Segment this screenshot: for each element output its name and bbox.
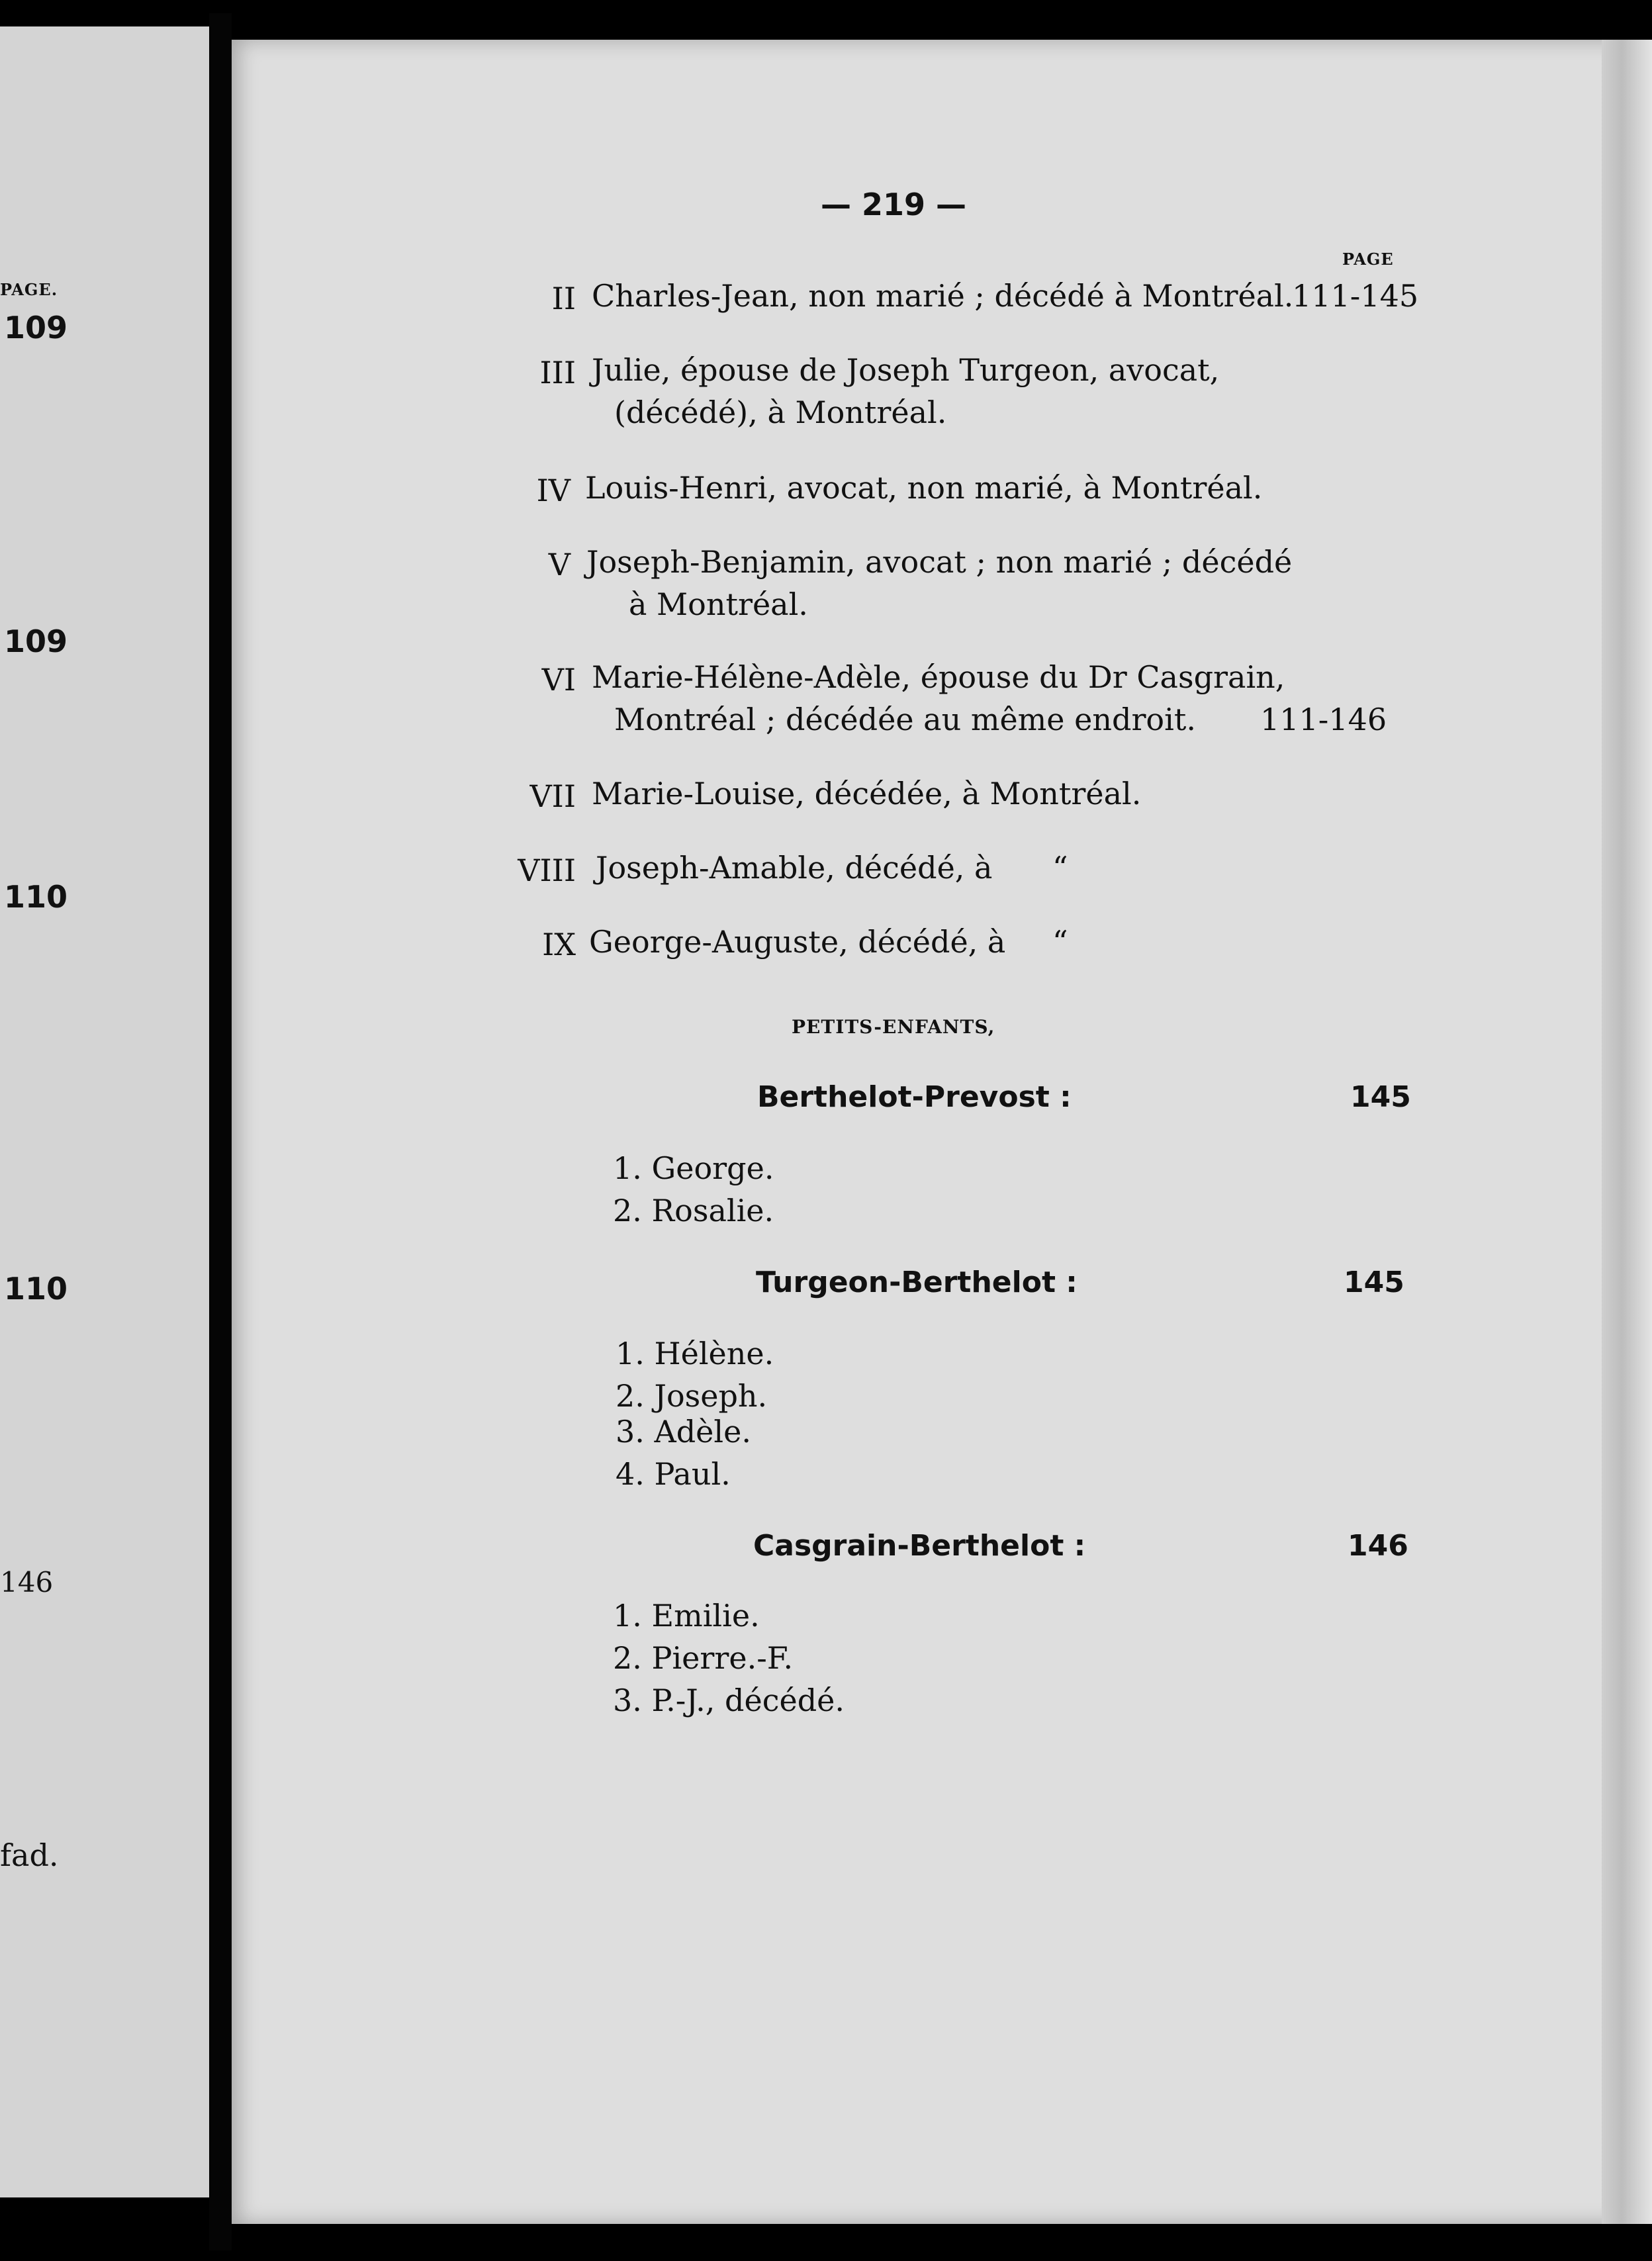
left-page — [0, 26, 209, 2197]
page-number: — 219 — — [821, 187, 967, 222]
book-spine — [209, 13, 232, 2250]
group-title: Berthelot-Prevost : — [757, 1080, 1072, 1114]
left-page-number: 109 — [4, 310, 68, 346]
entry-text: George-Auguste, décédé, à — [589, 924, 1006, 960]
entry-numeral: IX — [542, 927, 576, 962]
entry-text: Marie-Hélène-Adèle, épouse du Dr Casgrain, — [592, 659, 1285, 695]
child-item: 2. Joseph. — [616, 1378, 768, 1414]
group-title: Casgrain-Berthelot : — [753, 1529, 1086, 1563]
left-page-number: 109 — [4, 623, 68, 659]
entry-numeral: III — [539, 355, 576, 391]
page-edge — [1602, 40, 1652, 2224]
entry-numeral: VII — [529, 778, 576, 814]
entry-text-continued: (décédé), à Montréal. — [614, 394, 947, 430]
left-page-header: PAGE. — [0, 280, 58, 299]
entry-page: 111-145 — [1292, 278, 1419, 314]
entry-numeral: V — [548, 547, 571, 582]
entry-numeral: II — [551, 281, 576, 316]
group-page: 145 — [1344, 1266, 1404, 1299]
child-item: 2. Rosalie. — [613, 1193, 774, 1228]
left-page-fragment: fad. — [0, 1837, 59, 1873]
entry-text: Marie-Louise, décédée, à Montréal. — [592, 776, 1142, 811]
entry-text-continued: à Montréal. — [629, 586, 808, 622]
left-page-number: 146 — [0, 1566, 54, 1598]
group-title: Turgeon-Berthelot : — [756, 1266, 1078, 1299]
entry-text: Louis-Henri, avocat, non marié, à Montréal. — [585, 470, 1263, 506]
child-item: 1. Emilie. — [613, 1598, 760, 1634]
left-page-number: 110 — [4, 1271, 68, 1307]
entry-numeral: VI — [541, 662, 576, 698]
child-item: 2. Pierre.-F. — [613, 1640, 794, 1676]
entry-text: Joseph-Benjamin, avocat ; non marié ; décédé — [586, 544, 1293, 580]
ditto-mark: “ — [1052, 850, 1068, 886]
child-item: 4. Paul. — [616, 1456, 731, 1492]
child-item: 1. George. — [613, 1150, 774, 1186]
entry-text: Joseph-Amable, décédé, à — [596, 850, 993, 886]
child-item: 1. Hélène. — [616, 1336, 774, 1371]
section-title: PETITS-ENFANTS, — [792, 1016, 995, 1038]
left-page-number: 110 — [4, 879, 68, 915]
child-item: 3. Adèle. — [616, 1414, 751, 1450]
entry-text: Charles-Jean, non marié ; décédé à Montréal. — [592, 278, 1294, 314]
entry-page: 111-146 — [1260, 702, 1387, 737]
entry-text: Julie, épouse de Joseph Turgeon, avocat, — [592, 352, 1220, 388]
entry-numeral: VIII — [518, 853, 576, 888]
entry-numeral: IV — [536, 473, 571, 508]
child-item: 3. P.-J., décédé. — [613, 1683, 845, 1718]
entry-text-continued: Montréal ; décédée au même endroit. — [614, 702, 1196, 737]
group-page: 145 — [1350, 1080, 1411, 1114]
ditto-mark: “ — [1052, 924, 1068, 960]
page-column-header: PAGE — [1342, 250, 1394, 269]
group-page: 146 — [1348, 1529, 1408, 1563]
